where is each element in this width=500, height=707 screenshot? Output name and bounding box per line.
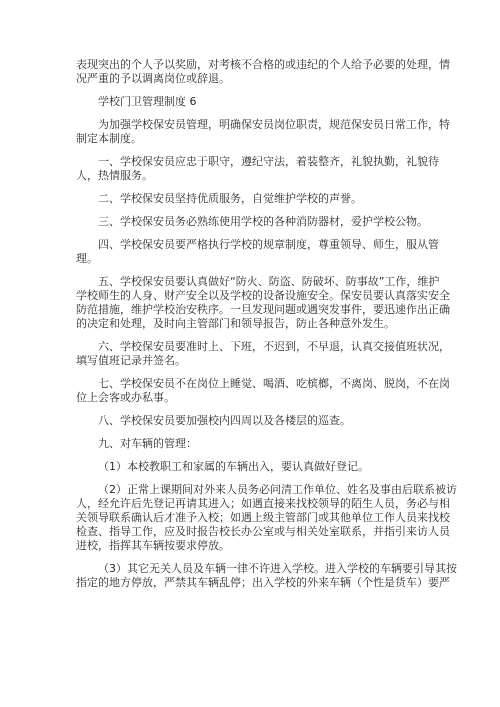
paragraph-item-6	[76, 340, 450, 368]
text-line: 四、学校保安员要严格执行学校的规章制度，尊重领导、师生，服从管	[98, 238, 439, 251]
text-line: 检查、指导工作，应及时报告校长办公室或与相关处室联系，并指引来访人员	[76, 525, 450, 538]
section-heading	[76, 95, 426, 109]
paragraph-item-8	[76, 414, 426, 428]
text-line: 六、学校保安员要准时上、下班，不迟到，不早退，认真交接值班状况，	[98, 340, 450, 353]
text-line: 防范措施，维护学校治安秩序。一旦发现问题或遇突发事件，要迅速作出正确	[76, 303, 450, 316]
paragraph-continuation	[76, 58, 450, 86]
text-line: 制定本制度。	[76, 132, 142, 145]
paragraph-intro	[76, 118, 450, 146]
text-line: 二、学校保安员坚持优质服务，自觉维护学校的声誉。	[98, 192, 362, 205]
paragraph-item-3	[76, 215, 426, 229]
text-line: 九、对车辆的管理：	[98, 437, 197, 450]
paragraph-subitem-1	[76, 460, 426, 474]
text-line: 学校师生的人身、财产安全以及学校的设备设施安全。保安员要认真落实安全	[76, 289, 450, 302]
text-line: 表现突出的个人予以奖励，对考核不合格的或违纪的个人给予必要的处理，情	[76, 58, 450, 71]
paragraph-item-2	[76, 192, 426, 206]
text-line: 进校，指挥其车辆按要求停放。	[76, 539, 230, 552]
heading-line: 学校门卫管理制度 6	[98, 95, 197, 108]
text-line: 五、学校保安员要认真做好“防火、防盗、防破坏、防事故”工作，维护	[98, 275, 440, 288]
paragraph-subitem-2	[76, 483, 457, 553]
text-line: 关领导联系确认后才准予入校；如遇上级主管部门或其他单位工作人员来找校	[76, 511, 450, 524]
text-line: 的决定和处理，及时向主管部门和领导报告，防止各种意外发生。	[76, 317, 395, 330]
paragraph-item-9	[76, 437, 426, 451]
text-line: 为加强学校保安员管理，明确保安员岗位职责，规范保安员日常工作，特	[98, 118, 450, 131]
paragraph-item-7	[76, 377, 450, 405]
text-line: （2）正常上课期间对外来人员务必问清工作单位、姓名及事由后联系被访	[98, 483, 457, 496]
text-line: 一、学校保安员应忠于职守，遵纪守法，着装整齐，礼貌执勤，礼貌待	[98, 155, 439, 168]
text-line: 理。	[76, 252, 98, 265]
text-line: 人，热情服务。	[76, 169, 153, 182]
text-line: 指定的地方停放，严禁其车辆乱停；出入学校的外来车辆（个性是货车）要严	[76, 576, 450, 589]
text-line: 位上会客或办私事。	[76, 391, 175, 404]
text-line: 三、学校保安员务必熟练使用学校的各种消防器材，爱护学校公物。	[98, 215, 428, 228]
text-line: 八、学校保安员要加强校内四周以及各楼层的巡查。	[98, 414, 351, 427]
document-page	[76, 58, 457, 599]
text-line: 填写值班记录并签名。	[76, 354, 186, 367]
text-line: （1）本校教职工和家属的车辆出入，要认真做好登记。	[98, 460, 369, 473]
text-line: 七、学校保安员不在岗位上睡觉、喝酒、吃槟榔，不离岗、脱岗，不在岗	[98, 377, 450, 390]
paragraph-item-5	[76, 275, 450, 331]
paragraph-item-1	[76, 155, 439, 183]
paragraph-subitem-3	[76, 562, 457, 590]
text-line: （3）其它无关人员及车辆一律不许进入学校。进入学校的车辆要引导其按	[98, 562, 457, 575]
text-line: 人，经允许后先登记再请其进入；如遇直接来找校领导的陌生人员，务必与相	[76, 497, 450, 510]
paragraph-item-4	[76, 238, 439, 266]
text-line: 况严重的予以调离岗位或辞退。	[76, 72, 230, 85]
